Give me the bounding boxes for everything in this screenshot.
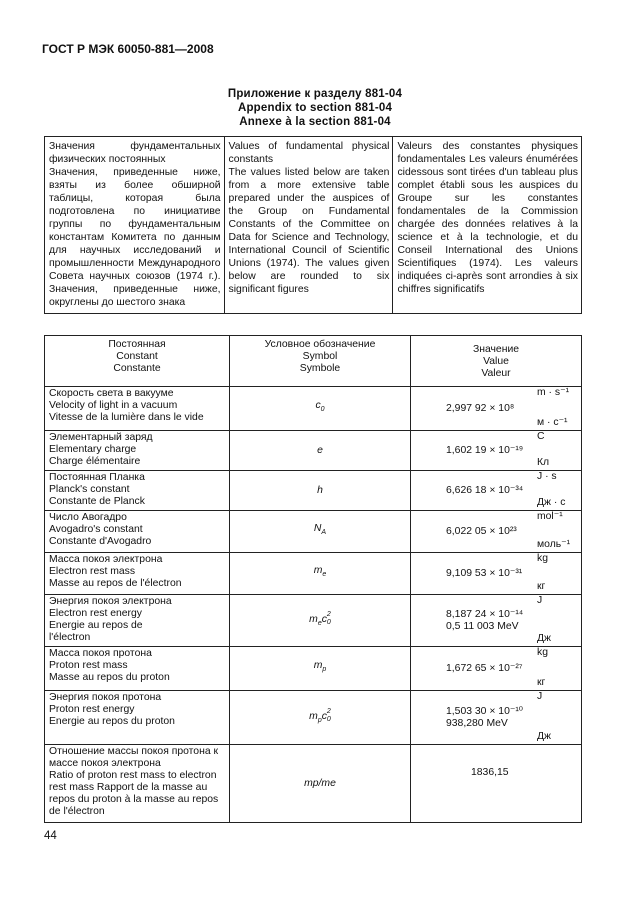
unit-si: m · s⁻¹ — [537, 387, 570, 398]
constant-name-line: Electron rest energy — [49, 608, 142, 619]
symbol-subscript: p — [317, 716, 322, 724]
constant-name-line: Масса покоя электрона — [49, 554, 163, 565]
appendix-titles — [0, 87, 630, 129]
header-symbol-ru: Условное обозначение — [264, 339, 376, 350]
symbol-tail-base: c — [321, 613, 327, 625]
symbol-subscript: e — [317, 619, 322, 627]
unit-si: J — [537, 691, 543, 702]
symbol-tail-superscript: 2 — [326, 708, 331, 716]
symbol-base: h — [317, 484, 323, 496]
value-cell — [411, 471, 582, 511]
header-value-ru: Значение — [472, 344, 520, 355]
header-constant-en: Constant — [116, 351, 158, 362]
symbol-cell — [230, 595, 411, 647]
symbol-subscript: e — [322, 571, 327, 579]
intro-ru — [45, 137, 225, 314]
table-row — [45, 691, 582, 745]
symbol-subscript: 0 — [320, 406, 325, 414]
header-value-en: Value — [483, 356, 509, 367]
table-header-row — [45, 336, 582, 387]
symbol-subscript: p — [322, 666, 327, 674]
intro-table — [44, 136, 582, 314]
table-row — [45, 471, 582, 511]
unit-ru: кг — [537, 581, 546, 592]
unit-si: C — [537, 431, 545, 442]
intro-en — [224, 137, 393, 314]
symbol-tail-base: c — [321, 710, 327, 722]
unit-si: mol⁻¹ — [537, 511, 563, 522]
unit-ru: Дж — [537, 633, 551, 644]
value-line: 0,5 11 003 MeV — [446, 621, 519, 632]
symbol-base: m — [313, 660, 323, 672]
symbol-cell — [230, 387, 411, 431]
symbol-cell — [230, 511, 411, 553]
constant-name-line: Элементарный заряд — [49, 432, 153, 443]
symbol-base: N — [313, 523, 322, 535]
constant-name-line: Энергия покоя протона — [49, 692, 162, 703]
constant-name-cell — [45, 745, 230, 823]
value-text — [446, 609, 523, 633]
symbol-cell — [230, 553, 411, 595]
constant-name-line: Masse au repos de l'électron — [49, 578, 182, 589]
unit-si: J — [537, 595, 543, 606]
constant-name-line: Ratio of proton rest mass to electron rest mass Rapport de la masse au repos du proton à la masse au repos de l'électron — [49, 770, 219, 817]
constant-name-line: Constante d'Avogadro — [49, 536, 152, 547]
unit-ru: Дж · с — [537, 497, 566, 508]
unit-si: J · s — [537, 471, 557, 482]
constant-name-line: Avogadro's constant — [49, 524, 143, 535]
value-text — [446, 568, 522, 580]
header-constant — [45, 336, 230, 387]
value-line: 1,503 30 × 10⁻¹⁰ — [446, 706, 523, 717]
value-line: 1836,15 — [471, 767, 509, 778]
table-row — [45, 647, 582, 691]
intro-ru-text: Значения фундаментальных физических постоянных Значения, приведенные ниже, взяты из более обширной таблицы, которая была подготовлена по инициативе группы по фундаментальным константам Комитета по данным для научных исследований и промышленности Международного Совета научных союзов (1974 г.). Значения, приведенные ниже, округлены до шестого знака — [49, 141, 221, 308]
symbol-cell — [230, 431, 411, 471]
table-row — [45, 431, 582, 471]
table-row — [45, 553, 582, 595]
value-cell — [411, 595, 582, 647]
constant-name-line: Velocity of light in a vacuum — [49, 400, 178, 411]
value-text — [446, 663, 523, 675]
header-symbol — [230, 336, 411, 387]
constant-name-line: Planck's constant — [49, 484, 130, 495]
constant-name-line: l'électron — [49, 632, 91, 643]
value-line: 1,672 65 × 10⁻²⁷ — [446, 663, 523, 674]
symbol-base: m — [313, 565, 323, 577]
constant-name-line: Энергия покоя электрона — [49, 596, 172, 607]
title-en: Appendix to section 881-04 — [237, 102, 393, 114]
value-text — [471, 767, 509, 779]
constant-name-line: Vitesse de la lumière dans le vide — [49, 412, 204, 423]
constant-name-line: Energie au repos de — [49, 620, 143, 631]
unit-ru: Дж — [537, 731, 551, 742]
header-symbol-en: Symbol — [302, 351, 338, 362]
value-text — [446, 706, 523, 730]
symbol-tail-subscript: 0 — [326, 619, 331, 627]
value-text — [446, 526, 517, 538]
unit-ru: кг — [537, 677, 546, 688]
value-cell — [411, 511, 582, 553]
value-cell — [411, 745, 582, 823]
constant-name-line: Elementary charge — [49, 444, 137, 455]
title-fr: Annexe à la section 881-04 — [239, 116, 391, 128]
symbol-cell — [230, 745, 411, 823]
symbol-cell — [230, 471, 411, 511]
intro-fr-text: Valeurs des constantes physiques fondamentales Les valeurs énumérées cidessous sont tirées d'un tableau plus complet établi sous les auspices du Groupe sur les constantes fondamentales de la Commission chargée des données relatives à la science et à la technologie, et du Conseil International des Unions Scientifiques (1974). Les valeurs indiquées ci-après sont arrondies à six chiffres significatifs — [397, 141, 578, 295]
page-number: 44 — [44, 830, 57, 842]
symbol-text: mp/me — [304, 777, 336, 789]
value-line: 8,187 24 × 10⁻¹⁴ — [446, 609, 524, 620]
header-value — [411, 336, 582, 387]
constant-name-cell — [45, 553, 230, 595]
constant-name-line: Constante de Planck — [49, 496, 145, 507]
value-text — [446, 403, 514, 415]
symbol-cell — [230, 691, 411, 745]
value-line: 1,602 19 × 10⁻¹⁹ — [446, 445, 524, 456]
value-text — [446, 485, 523, 497]
constant-name-cell — [45, 595, 230, 647]
constant-name-line: Proton rest energy — [49, 704, 135, 715]
value-line: 6,022 05 × 10²³ — [446, 526, 517, 537]
unit-si: kg — [537, 647, 548, 658]
header-constant-ru: Постоянная — [108, 339, 166, 350]
constant-name-line: Отношение массы покоя протона к массе покоя электрона — [49, 746, 219, 769]
table-row — [45, 511, 582, 553]
value-line: 2,997 92 × 10⁸ — [446, 403, 515, 414]
constant-name-cell — [45, 511, 230, 553]
constant-name-line: Energie au repos du proton — [49, 716, 175, 727]
constant-name-line: Масса покоя протона — [49, 648, 152, 659]
value-line: 938,280 MeV — [446, 718, 508, 729]
header-symbol-fr: Symbole — [299, 363, 341, 374]
value-cell — [411, 647, 582, 691]
symbol-base: m — [309, 710, 318, 722]
constant-name-line: Скорость света в вакууме — [49, 388, 174, 399]
value-text — [446, 445, 523, 457]
value-cell — [411, 431, 582, 471]
constant-name-cell — [45, 387, 230, 431]
intro-fr — [393, 137, 582, 314]
symbol-base: e — [317, 444, 323, 456]
document-header: ГОСТ Р МЭК 60050-881—2008 — [42, 42, 214, 56]
symbol-cell — [230, 647, 411, 691]
constant-name-cell — [45, 691, 230, 745]
constant-name-line: Electron rest mass — [49, 566, 136, 577]
constant-name-line: Masse au repos du proton — [49, 672, 170, 683]
constant-name-line: Proton rest mass — [49, 660, 128, 671]
constant-name-cell — [45, 647, 230, 691]
header-constant-fr: Constante — [113, 363, 161, 374]
title-ru: Приложение к разделу 881-04 — [227, 88, 403, 100]
constant-name-cell — [45, 471, 230, 511]
symbol-tail-scripts — [327, 708, 331, 724]
symbol-base: c — [315, 400, 321, 412]
symbol-tail-scripts — [327, 611, 331, 627]
value-cell — [411, 387, 582, 431]
unit-ru: м · с⁻¹ — [537, 417, 568, 428]
value-line: 6,626 18 × 10⁻³⁴ — [446, 485, 524, 496]
intro-en-text: Values of fundamental physical constants The values listed below are taken from a more extensive table prepared under the auspices of the Group on Fundamental Constants of the Committee on Data for Science and Technology, International Council of Scientific Unions (1974). The values given below are rounded to six significant figures — [228, 141, 390, 295]
unit-ru: моль⁻¹ — [537, 539, 571, 550]
unit-si: kg — [537, 553, 548, 564]
symbol-tail-superscript: 2 — [326, 611, 331, 619]
constant-name-line: Charge élémentaire — [49, 456, 141, 467]
symbol-tail-subscript: 0 — [326, 716, 331, 724]
constant-name-line: Число Авогадро — [49, 512, 127, 523]
table-row — [45, 595, 582, 647]
value-cell — [411, 691, 582, 745]
header-value-fr: Valeur — [481, 368, 511, 379]
table-row — [45, 745, 582, 823]
unit-ru: Кл — [537, 457, 550, 468]
table-row — [45, 387, 582, 431]
value-cell — [411, 553, 582, 595]
constants-table — [44, 335, 582, 823]
symbol-subscript: A — [321, 529, 327, 537]
constant-name-line: Постоянная Планка — [49, 472, 145, 483]
value-line: 9,109 53 × 10⁻³¹ — [446, 568, 523, 579]
constant-name-cell — [45, 431, 230, 471]
symbol-base: m — [309, 613, 318, 625]
